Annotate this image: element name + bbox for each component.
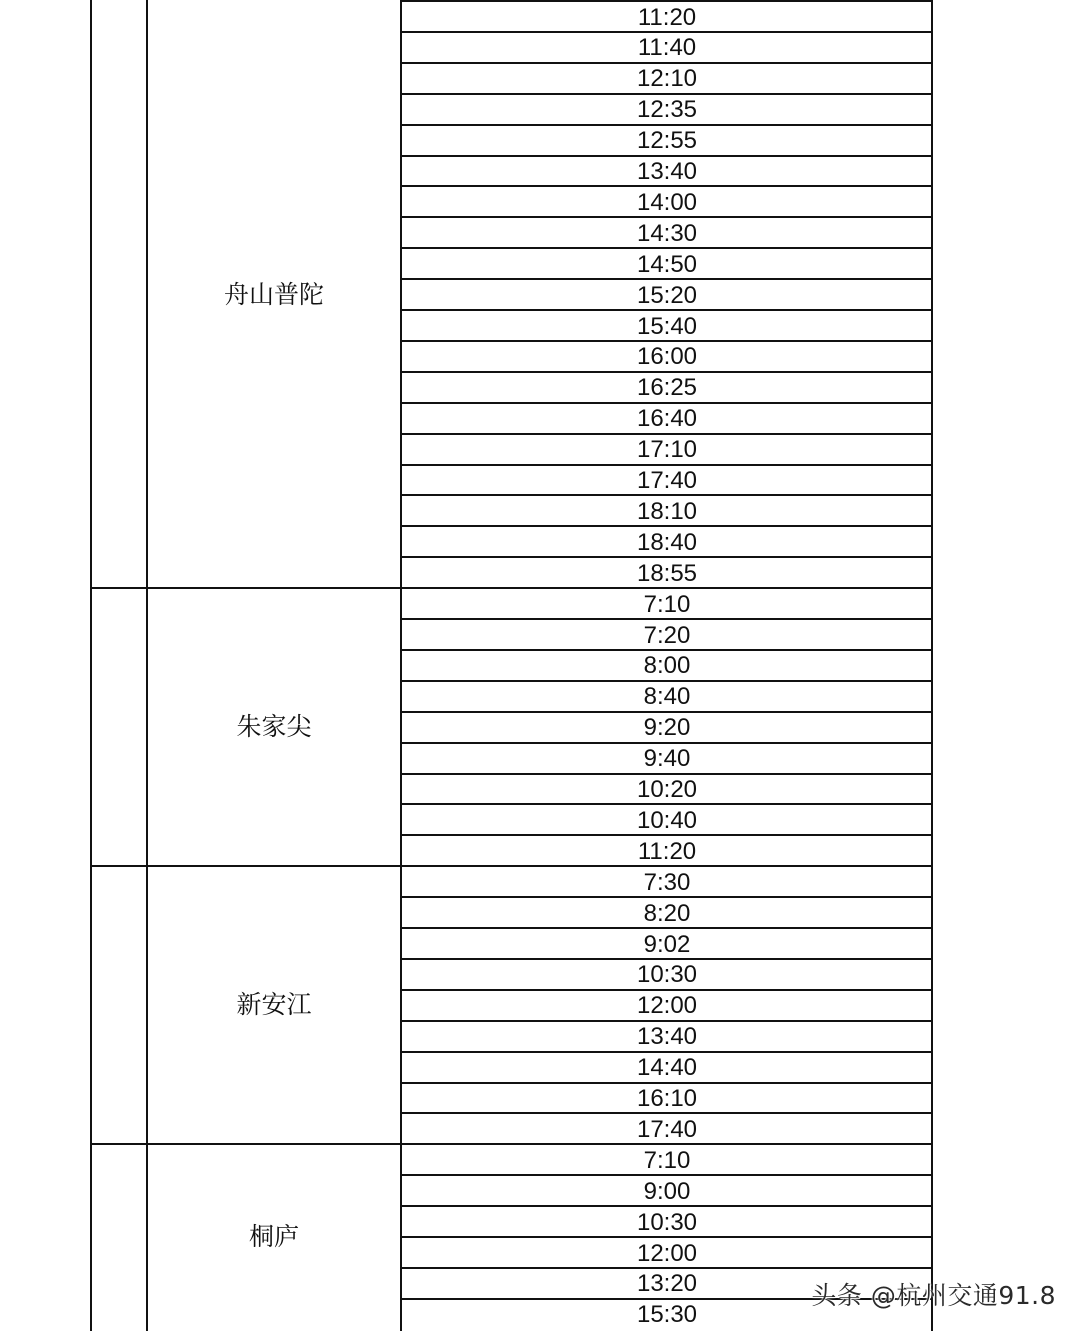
departure-time-cell: 11:40: [637, 34, 697, 62]
departure-time-cell: 14:40: [636, 1054, 698, 1082]
departure-time-cell: 13:20: [636, 1270, 698, 1298]
destination-label: 新安江: [236, 990, 312, 1020]
departure-time-cell: 12:00: [636, 992, 698, 1020]
departure-time-cell: 18:55: [636, 559, 698, 587]
departure-time-cell: 7:10: [643, 1146, 691, 1174]
departure-time-cell: 16:10: [636, 1085, 698, 1112]
departure-time-cell: 9:20: [643, 714, 691, 742]
destination-label: 朱家尖: [236, 712, 312, 742]
departure-time-cell: 14:30: [636, 219, 698, 247]
destination-label: 桐庐: [248, 1222, 299, 1251]
departure-time-cell: 13:40: [636, 158, 698, 185]
departure-time-cell: 17:10: [636, 436, 698, 464]
departure-time-cell: 7:20: [643, 621, 691, 649]
departure-time-cell: 8:00: [643, 652, 691, 680]
group-border: [90, 587, 400, 589]
departure-time-cell: 8:40: [643, 683, 691, 711]
departure-time-cell: 12:10: [636, 65, 698, 93]
departure-time-cell: 14:00: [636, 188, 698, 216]
group-border: [90, 865, 400, 867]
departure-time-cell: 12:55: [636, 127, 698, 155]
departure-time-cell: 16:00: [636, 343, 698, 371]
departure-time-cell: 17:40: [636, 1115, 698, 1143]
departure-time-cell: 15:20: [636, 281, 698, 309]
departure-time-cell: 11:20: [637, 3, 697, 31]
group-border: [90, 1143, 400, 1145]
departure-time-cell: 9:40: [643, 745, 691, 773]
departure-time-cell: 16:40: [636, 405, 698, 433]
departure-time-cell: 7:30: [643, 868, 691, 896]
departure-time-cell: 17:40: [636, 467, 698, 494]
departure-time-cell: 10:40: [636, 806, 698, 834]
departure-time-cell: 18:40: [636, 528, 698, 556]
watermark: 头条 @杭州交通91.8: [811, 1281, 1056, 1310]
departure-time-cell: 18:10: [636, 497, 698, 525]
departure-time-cell: 7:10: [643, 590, 691, 618]
departure-time-cell: 10:30: [636, 1208, 698, 1236]
departure-time-cell: 11:20: [637, 837, 697, 865]
departure-time-cell: 14:50: [636, 250, 698, 278]
departure-time-cell: 15:40: [636, 312, 698, 340]
border-dest-left: [146, 0, 148, 1331]
border-left: [90, 0, 92, 1331]
departure-time-cell: 16:25: [636, 374, 698, 402]
departure-time-cell: 10:30: [636, 961, 698, 989]
departure-time-cell: 12:00: [636, 1239, 698, 1267]
departure-time-cell: 9:00: [643, 1177, 691, 1205]
departure-time-cell: 8:20: [643, 899, 691, 927]
departure-time-cell: 12:35: [636, 96, 698, 124]
departure-time-cell: 15:30: [636, 1301, 698, 1329]
departure-time-cell: 13:40: [636, 1023, 698, 1051]
destination-label: 舟山普陀: [223, 279, 324, 309]
departure-time-cell: 9:02: [643, 930, 691, 958]
departure-time-cell: 10:20: [636, 776, 698, 803]
